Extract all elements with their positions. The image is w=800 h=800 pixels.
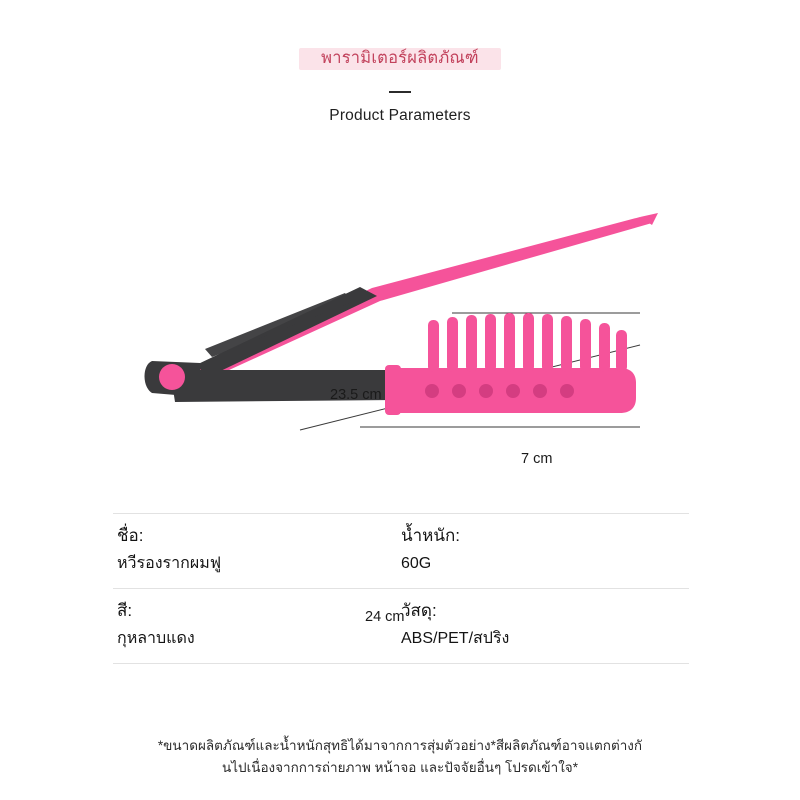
pivot-pin <box>159 364 185 390</box>
footer-disclaimer <box>100 735 700 780</box>
spec-key-name: ชื่อ: <box>117 526 144 545</box>
comb-teeth <box>428 313 627 372</box>
spec-key-material: วัสดุ: <box>401 600 437 620</box>
footer-line-2: นไปเนื่องจากการถ่ายภาพ หน้าจอ และปัจจัยอื่นๆ โปรดเข้าใจ* <box>222 760 578 776</box>
spec-value-weight: 60G <box>401 555 432 573</box>
spec-cell-weight <box>401 514 689 588</box>
spec-cell-color <box>113 589 401 663</box>
comb-joint <box>385 365 401 415</box>
dimension-label-base: 24 cm <box>365 609 405 625</box>
spec-cell-name <box>113 514 401 588</box>
v-shape-hair-comb-icon <box>0 165 800 485</box>
spec-value-color: กุหลาบแดง <box>117 630 195 648</box>
page-title-english: Product Parameters <box>329 107 471 124</box>
spec-row <box>113 513 689 589</box>
page-title-thai: พารามิเตอร์ผลิตภัณฑ์ <box>321 49 479 67</box>
title-divider <box>389 91 411 93</box>
page-header <box>0 42 800 125</box>
thai-title-container <box>299 42 501 75</box>
spec-cell-material <box>401 589 689 663</box>
spec-row <box>113 589 689 664</box>
spec-table <box>113 513 689 664</box>
spec-value-name: หวีรองรากผมฟู <box>117 555 222 573</box>
footer-line-1: *ขนาดผลิตภัณฑ์และน้ำหนักสุทธิได้มาจากการสุ่มตัวอย่าง*สีผลิตภัณฑ์อาจแตกต่างกั <box>157 738 643 753</box>
dimension-label-width: 7 cm <box>521 451 553 467</box>
spec-key-color: สี: <box>117 600 133 620</box>
dimension-label-length: 23.5 cm <box>330 387 382 403</box>
spec-key-weight: น้ำหนัก: <box>401 526 461 545</box>
spec-value-material: ABS/PET/สปริง <box>401 630 510 648</box>
